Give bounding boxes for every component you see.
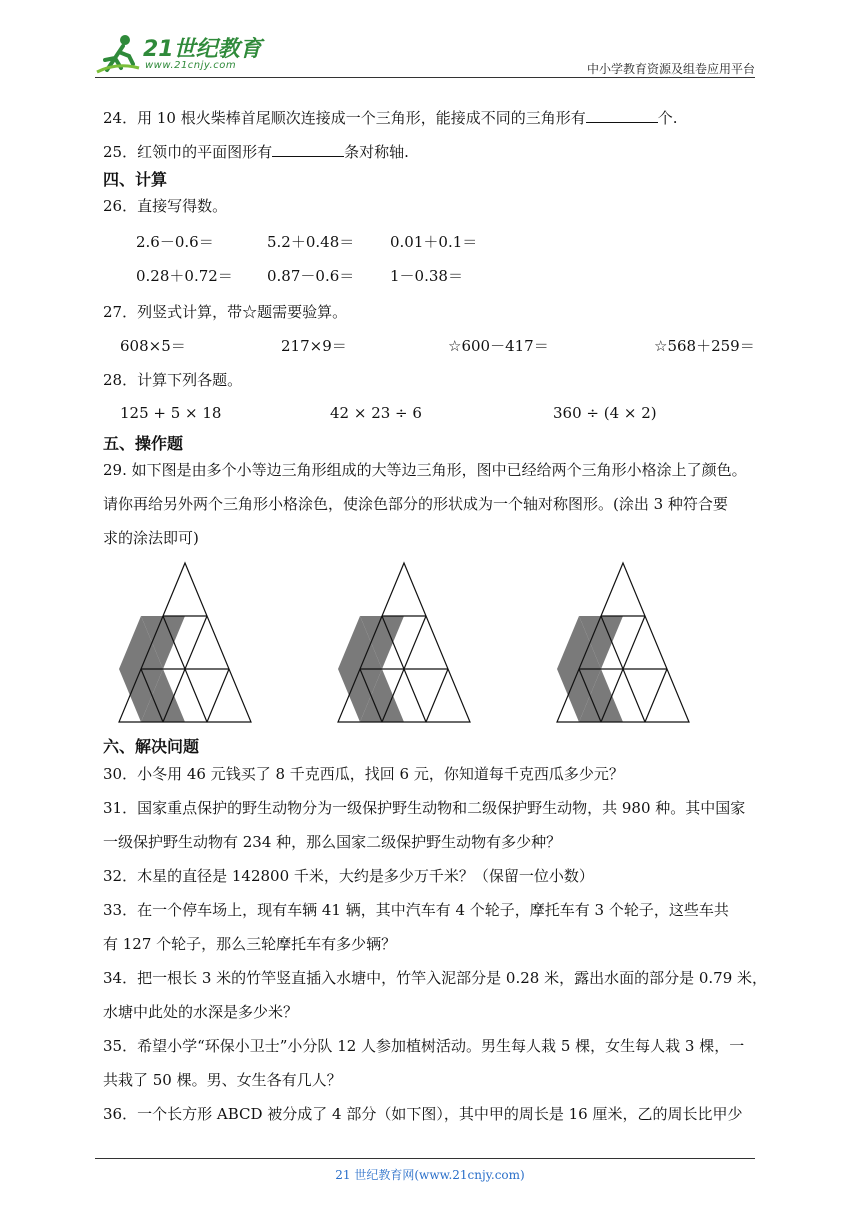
question-34-line-2: 水塘中此处的水深是多少米？ (103, 1003, 299, 1021)
runner-logo-icon (95, 32, 141, 74)
answer-blank (586, 106, 658, 123)
triangle-grid-1 (119, 563, 251, 722)
question-26: 26．直接写得数。 (103, 197, 228, 215)
footer-link[interactable]: 21 世纪教育网(www.21cnjy.com) (335, 1168, 525, 1182)
question-25: 25．红领巾的平面图形有 条对称轴. (103, 140, 409, 162)
footer-divider (95, 1158, 755, 1159)
calc-item: 0.87－0.6＝ (267, 267, 355, 285)
calc-item: 0.01＋0.1＝ (390, 233, 478, 251)
header-divider (95, 77, 755, 78)
section-title-6: 六、解决问题 (103, 737, 200, 756)
question-33-line-1: 33．在一个停车场上，现有车辆 41 辆，其中汽车有 4 个轮子，摩托车有 3 个轮子，这些车共 (103, 901, 729, 919)
question-32: 32．木星的直径是 142800 千米，大约是多少万千米？（保留一位小数） (103, 867, 594, 885)
question-31-line-1: 31．国家重点保护的野生动物分为一级保护野生动物和二级保护野生动物，共 980 种。其中国家 (103, 799, 746, 817)
vertical-calc-item: 608×5＝ (120, 337, 186, 355)
question-29-line-2: 请你再给另外两个三角形小格涂色，使涂色部分的形状成为一个轴对称图形。(涂出 3 种符合要 (103, 495, 728, 513)
section-title-4: 四、计算 (103, 170, 168, 189)
expression-item: 42 × 23 ÷ 6 (330, 404, 422, 422)
question-35-line-2: 共栽了 50 棵。男、女生各有几人？ (103, 1071, 342, 1089)
triangle-grid-3 (557, 563, 689, 722)
question-30: 30．小冬用 46 元钱买了 8 千克西瓜，找回 6 元，你知道每千克西瓜多少元？ (103, 765, 624, 783)
section-title-5: 五、操作题 (103, 434, 184, 453)
question-24: 24．用 10 根火柴棒首尾顺次连接成一个三角形，能接成不同的三角形有 个. (103, 106, 678, 128)
platform-title: 中小学教育资源及组卷应用平台 (586, 62, 755, 76)
vertical-calc-item: ☆568＋259＝ (654, 337, 755, 355)
expression-item: 360 ÷ (4 × 2) (553, 404, 657, 422)
expression-item: 125 + 5 × 18 (120, 404, 222, 422)
question-27: 27．列竖式计算，带☆题需要验算。 (103, 303, 348, 321)
question-33-line-2: 有 127 个轮子，那么三轮摩托车有多少辆？ (103, 935, 397, 953)
question-29-line-1: 29. 如下图是由多个小等边三角形组成的大等边三角形，图中已经给两个三角形小格涂上了颜色。 (103, 461, 747, 479)
answer-blank (272, 140, 344, 157)
question-35-line-1: 35．希望小学“环保小卫士”小分队 12 人参加植树活动。男生每人栽 5 棵，女生每人栽 3 棵，一 (103, 1037, 745, 1055)
question-28: 28．计算下列各题。 (103, 371, 243, 389)
logo-text: 21世纪教育 (143, 37, 262, 62)
calc-item: 5.2＋0.48＝ (267, 233, 355, 251)
question-34-line-1: 34．把一根长 3 米的竹竿竖直插入水塘中，竹竿入泥部分是 0.28 米，露出水面的部分是 0.79 米， (103, 969, 768, 987)
triangle-figures (0, 555, 860, 730)
site-logo (95, 30, 265, 75)
question-29-line-3: 求的涂法即可) (103, 529, 199, 547)
question-36: 36．一个长方形 ABCD 被分成了 4 部分（如下图），其中甲的周长是 16 厘米，乙的周长比甲少 (103, 1105, 743, 1123)
calc-item: 0.28＋0.72＝ (136, 267, 233, 285)
question-31-line-2: 一级保护野生动物有 234 种，那么国家二级保护野生动物有多少种？ (103, 833, 562, 851)
triangle-grid-2 (338, 563, 470, 722)
vertical-calc-item: ☆600－417＝ (448, 337, 549, 355)
calc-item: 1－0.38＝ (390, 267, 463, 285)
logo-url: www.21cnjy.com (145, 60, 237, 71)
calc-item: 2.6－0.6＝ (136, 233, 214, 251)
vertical-calc-item: 217×9＝ (281, 337, 347, 355)
